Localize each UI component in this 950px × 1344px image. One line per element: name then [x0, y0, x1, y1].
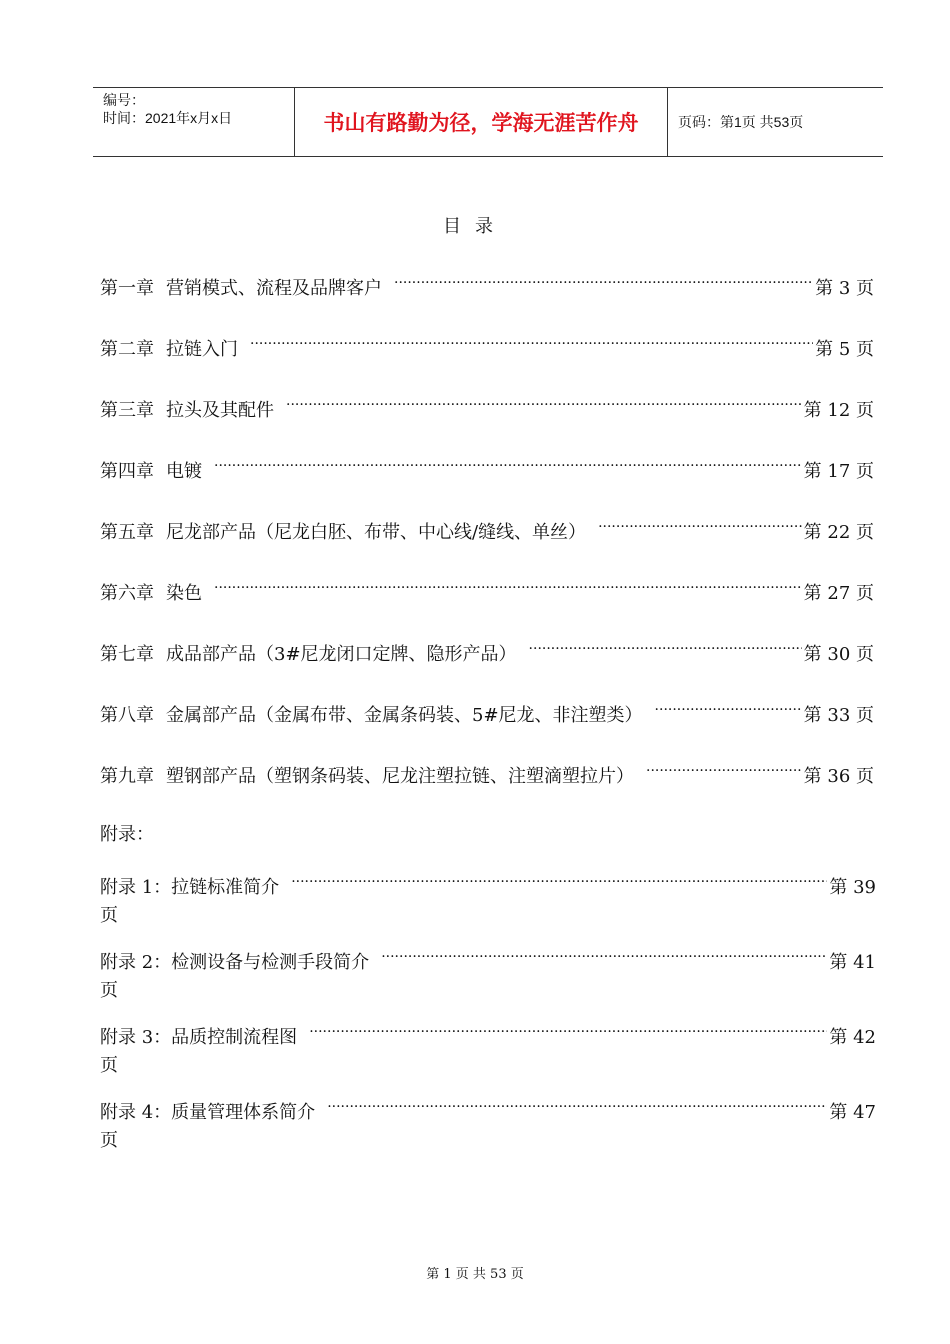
chapter-title: 成品部产品（3#尼龙闭口定牌、隐形产品）	[166, 644, 517, 665]
dot-leader	[529, 638, 802, 660]
chapter-page: 第 30 页	[803, 644, 874, 665]
appendix-page: 第 47	[829, 1102, 876, 1123]
dot-leader	[646, 760, 802, 782]
date-label: 时间：2021年x月x日	[103, 110, 233, 126]
chapter-number: 第六章	[100, 583, 154, 604]
chapter-page: 第 27 页	[803, 583, 874, 604]
dot-leader	[598, 516, 802, 538]
appendix-row[interactable]	[100, 946, 876, 1002]
header-page-info: 页码：第1页 共53页	[678, 114, 804, 130]
appendix-page-unit: 页	[100, 1130, 118, 1151]
chapter-number: 第九章	[100, 766, 154, 787]
chapter-page: 第 12 页	[803, 400, 874, 421]
chapter-page: 第 22 页	[803, 522, 874, 543]
appendix-row[interactable]	[100, 1021, 876, 1077]
dot-leader	[286, 394, 802, 416]
appendix-page: 第 39	[829, 877, 876, 898]
appendix-title: 附录 3：品质控制流程图	[100, 1027, 298, 1048]
appendix-row[interactable]	[100, 1096, 876, 1152]
appendix-page: 第 42	[829, 1027, 876, 1048]
dot-leader	[250, 333, 813, 355]
dot-leader	[381, 946, 827, 968]
toc-row[interactable]	[100, 577, 874, 605]
chapter-number: 第三章	[100, 400, 154, 421]
chapter-title: 营销模式、流程及品牌客户	[166, 278, 382, 299]
appendix-page-unit: 页	[100, 905, 118, 926]
toc-row[interactable]	[100, 455, 874, 483]
toc-title: 目录	[443, 216, 507, 237]
document-header	[93, 87, 883, 157]
chapter-number: 第一章	[100, 278, 154, 299]
dot-leader	[394, 272, 813, 294]
toc-row[interactable]	[100, 272, 874, 300]
chapter-number: 第二章	[100, 339, 154, 360]
toc-row[interactable]	[100, 516, 874, 544]
chapter-page: 第 5 页	[815, 339, 874, 360]
appendix-title: 附录 2：检测设备与检测手段简介	[100, 952, 370, 973]
dot-leader	[309, 1021, 827, 1043]
chapter-title: 拉头及其配件	[166, 400, 274, 421]
appendix-heading: 附录：	[100, 824, 154, 845]
dot-leader	[655, 699, 802, 721]
appendix-title: 附录 1：拉链标准简介	[100, 877, 280, 898]
chapter-title: 塑钢部产品（塑钢条码装、尼龙注塑拉链、注塑滴塑拉片）	[166, 766, 634, 787]
chapter-title: 尼龙部产品（尼龙白胚、布带、中心线/缝线、单丝）	[166, 522, 587, 543]
toc-row[interactable]	[100, 333, 874, 361]
appendix-page-unit: 页	[100, 1055, 118, 1076]
appendix-row[interactable]	[100, 871, 876, 927]
dot-leader	[214, 455, 802, 477]
header-meta	[93, 88, 295, 156]
chapter-number: 第七章	[100, 644, 154, 665]
chapter-page: 第 17 页	[803, 461, 874, 482]
chapter-title: 染色	[166, 583, 202, 604]
header-motto: 书山有路勤为径，学海无涯苦作舟	[295, 88, 668, 156]
chapter-page: 第 36 页	[803, 766, 874, 787]
dot-leader	[327, 1096, 827, 1118]
dot-leader	[214, 577, 802, 599]
chapter-number: 第四章	[100, 461, 154, 482]
chapter-number: 第五章	[100, 522, 154, 543]
chapter-title: 拉链入门	[166, 339, 238, 360]
toc-row[interactable]	[100, 638, 874, 666]
appendix-page: 第 41	[829, 952, 876, 973]
appendix-page-unit: 页	[100, 980, 118, 1001]
chapter-page: 第 33 页	[803, 705, 874, 726]
toc-row[interactable]	[100, 760, 874, 788]
page-footer: 第 1 页 共 53 页	[426, 1267, 524, 1282]
chapter-number: 第八章	[100, 705, 154, 726]
chapter-page: 第 3 页	[815, 278, 874, 299]
appendix-title: 附录 4：质量管理体系简介	[100, 1102, 316, 1123]
chapter-title: 电镀	[166, 461, 202, 482]
toc-row[interactable]	[100, 699, 874, 727]
dot-leader	[291, 871, 827, 893]
number-label: 编号：	[103, 92, 145, 108]
toc-row[interactable]	[100, 394, 874, 422]
chapter-title: 金属部产品（金属布带、金属条码装、5#尼龙、非注塑类）	[166, 705, 643, 726]
